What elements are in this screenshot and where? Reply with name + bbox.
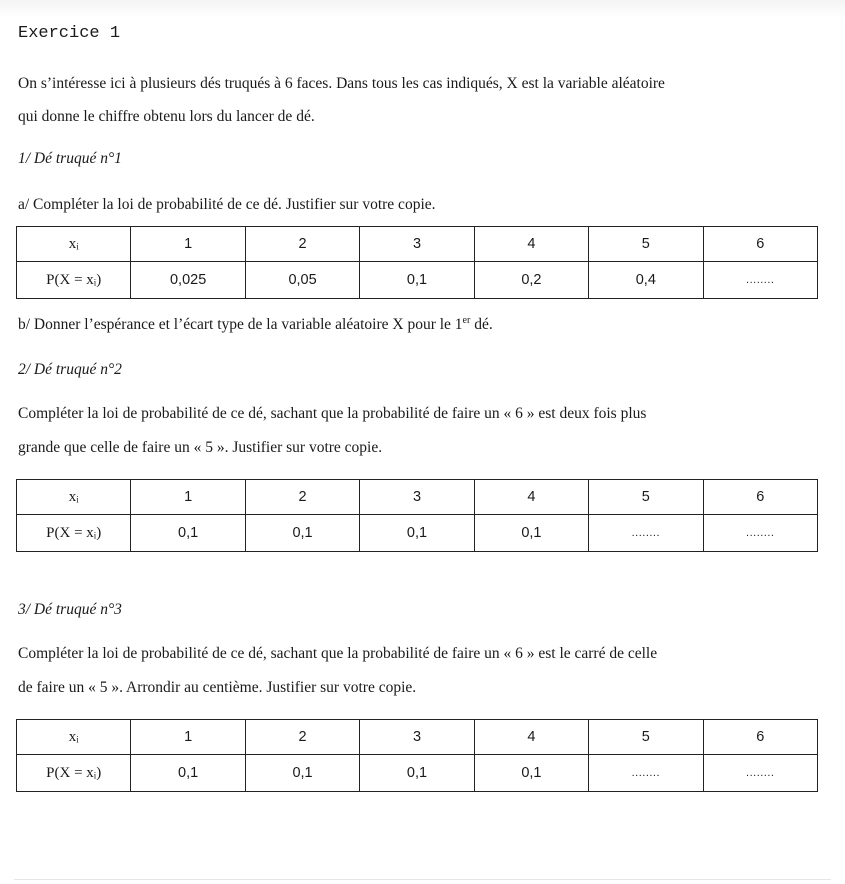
table-cell: 0,1 <box>131 515 245 552</box>
part3-line-2: de faire un « 5 ». Arrondir au centième. Justifier sur votre copie. <box>18 679 417 696</box>
table-cell: 0,1 <box>245 755 359 792</box>
table-cell: 3 <box>360 720 474 755</box>
blank-cell: ........ <box>703 262 817 299</box>
table-header-probability: P(X = xᵢ) <box>17 262 131 299</box>
probability-table-2 <box>16 479 818 552</box>
table-cell: 6 <box>703 720 817 755</box>
superscript-er: er <box>462 314 471 326</box>
table-cell: 6 <box>703 227 817 262</box>
question-b-text: b/ Donner l’espérance et l’écart type de la variable aléatoire X pour le 1 <box>18 316 463 333</box>
table-cell: 0,05 <box>245 262 359 299</box>
table-cell: 5 <box>589 227 703 262</box>
table-header-probability: P(X = xᵢ) <box>17 755 131 792</box>
page-bottom-divider <box>14 879 831 880</box>
table-header-xi: xᵢ <box>17 227 131 262</box>
probability-table-1 <box>16 226 818 299</box>
table-row <box>17 720 818 755</box>
part2-heading: 2/ Dé truqué n°2 <box>18 361 122 378</box>
table-header-probability: P(X = xᵢ) <box>17 515 131 552</box>
part1-question-a: a/ Compléter la loi de probabilité de ce dé. Justifier sur votre copie. <box>18 196 436 213</box>
table-row <box>17 262 818 299</box>
table-cell: 4 <box>474 227 588 262</box>
part2-line-2: grande que celle de faire un « 5 ». Justifier sur votre copie. <box>18 439 383 456</box>
intro-line-1: On s’intéresse ici à plusieurs dés truqués à 6 faces. Dans tous les cas indiqués, X est la variable aléatoire <box>18 75 665 92</box>
table-cell: 0,1 <box>474 755 588 792</box>
table-cell: 2 <box>245 480 359 515</box>
table-row <box>17 755 818 792</box>
table-cell: 2 <box>245 227 359 262</box>
blank-cell: ........ <box>589 755 703 792</box>
table-cell: 0,025 <box>131 262 245 299</box>
table-header-xi: xᵢ <box>17 720 131 755</box>
table-cell: 5 <box>589 720 703 755</box>
table-header-xi: xᵢ <box>17 480 131 515</box>
table-cell: 1 <box>131 480 245 515</box>
intro-line-2: qui donne le chiffre obtenu lors du lancer de dé. <box>18 108 315 125</box>
table-cell: 0,1 <box>474 515 588 552</box>
table-cell: 2 <box>245 720 359 755</box>
table-cell: 3 <box>360 227 474 262</box>
table-row <box>17 515 818 552</box>
table-cell: 1 <box>131 720 245 755</box>
table-cell: 0,1 <box>360 262 474 299</box>
top-shadow-bar <box>0 0 845 18</box>
table-row <box>17 227 818 262</box>
table-cell: 6 <box>703 480 817 515</box>
blank-cell: ........ <box>589 515 703 552</box>
question-b-end: dé. <box>470 316 493 333</box>
blank-cell: ........ <box>703 515 817 552</box>
part1-question-b <box>18 316 493 334</box>
part3-heading: 3/ Dé truqué n°3 <box>18 601 122 618</box>
table-cell: 0,4 <box>589 262 703 299</box>
table-cell: 0,2 <box>474 262 588 299</box>
probability-table-3 <box>16 719 818 792</box>
table-cell: 3 <box>360 480 474 515</box>
table-cell: 5 <box>589 480 703 515</box>
table-cell: 0,1 <box>360 755 474 792</box>
part1-heading: 1/ Dé truqué n°1 <box>18 150 122 167</box>
table-cell: 0,1 <box>360 515 474 552</box>
table-cell: 4 <box>474 720 588 755</box>
part3-line-1: Compléter la loi de probabilité de ce dé, sachant que la probabilité de faire un « 6 » est le carré de celle <box>18 645 658 662</box>
table-cell: 0,1 <box>245 515 359 552</box>
table-row <box>17 480 818 515</box>
blank-cell: ........ <box>703 755 817 792</box>
table-cell: 0,1 <box>131 755 245 792</box>
exercise-title: Exercice 1 <box>18 24 121 43</box>
table-cell: 1 <box>131 227 245 262</box>
table-cell: 4 <box>474 480 588 515</box>
part2-line-1: Compléter la loi de probabilité de ce dé, sachant que la probabilité de faire un « 6 » est deux fois plus <box>18 405 647 422</box>
